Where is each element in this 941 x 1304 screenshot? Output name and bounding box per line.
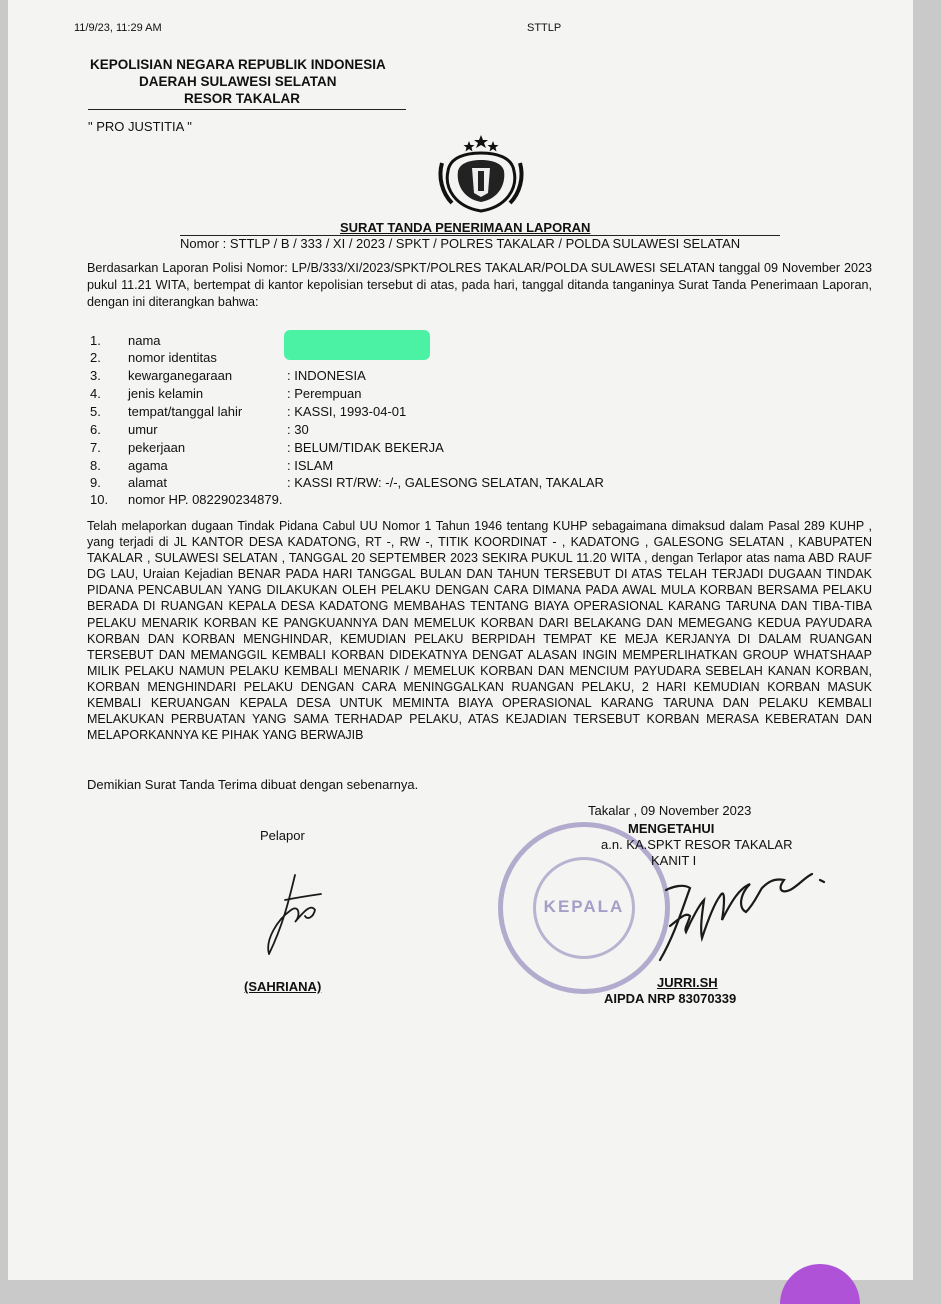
place-date: Takalar , 09 November 2023 [588,803,752,818]
field-row [90,368,690,386]
institution-line-1: KEPOLISIAN NEGARA REPUBLIK INDONESIA [90,57,386,72]
field-value: : Perempuan [287,386,362,401]
officer-acknowledge: MENGETAHUI [628,821,715,836]
field-number: 3. [90,368,101,383]
field-label: kewarganegaraan [128,368,233,383]
field-label: alamat [128,475,168,490]
field-label: nomor identitas [128,350,217,365]
field-number: 2. [90,350,101,365]
field-value: : KASSI, 1993-04-01 [287,404,407,419]
field-number: 7. [90,440,101,455]
field-label: nomor HP. 082290234879. [128,492,283,507]
field-number: 9. [90,475,101,490]
field-number: 10. [90,492,109,507]
closing-statement: Demikian Surat Tanda Terima dibuat dengan sebenarnya. [87,777,419,792]
reporter-role: Pelapor [260,828,305,843]
officer-title: a.n. KA.SPKT RESOR TAKALAR [601,837,793,852]
officer-name: JURRI.SH [657,975,718,990]
print-doc-code: STTLP [527,22,562,34]
field-label: jenis kelamin [128,386,204,401]
field-value: : BELUM/TIDAK BEKERJA [287,440,444,455]
field-value: : 30 [287,422,309,437]
reporter-signature-icon [255,870,330,960]
field-row [90,458,690,476]
field-label: tempat/tanggal lahir [128,404,243,419]
print-datetime: 11/9/23, 11:29 AM [74,22,162,34]
pro-justitia: " PRO JUSTITIA " [88,119,192,134]
field-row [90,404,690,422]
field-value: : ISLAM [287,458,334,473]
redaction-highlight [284,330,430,360]
field-value: : INDONESIA [287,368,366,383]
field-number: 4. [90,386,101,401]
document-number: Nomor : STTLP / B / 333 / XI / 2023 / SPKT / POLRES TAKALAR / POLDA SULAWESI SELATAN [180,236,741,251]
police-emblem-icon [436,133,526,215]
field-row [90,422,690,440]
institution-line-2: DAERAH SULAWESI SELATAN [139,74,337,89]
field-value: : KASSI RT/RW: -/-, GALESONG SELATAN, TAKALAR [287,475,604,490]
institution-line-3: RESOR TAKALAR [184,91,300,106]
reporter-name: (SAHRIANA) [244,979,322,994]
field-number: 6. [90,422,101,437]
field-row [90,386,690,404]
report-body-paragraph: Telah melaporkan dugaan Tindak Pidana Cabul UU Nomor 1 Tahun 1946 tentang KUHP sebagaimana dimaksud dalam Pasal 289 KUHP , yang terjadi di JL KANTOR DESA KADATONG, RT -, RW -, TITIK KOORDINAT - , KADATONG , GALESONG SELATAN , KABUPATEN TAKALAR , SULAWESI SELATAN , TANGGAL 20 SEPTEMBER 2023 SEKIRA PUKUL 11.20 WITA , dengan Terlapor atas nama ABD RAUF DG LAU, Uraian Kejadian BENAR PADA HARI TANGGAL BULAN DAN TAHUN TERSEBUT DI ATAS TELAH TERJADI DUGAAN TINDAK PIDANA PENCABULAN YANG DILAKUKAN OLEH PELAKU DENGAN CARA DIMANA PADA AWAL MULA KORBAN BERSAMA PELAKU BERADA DI RUANGAN KEPALA DESA KADATONG MEMBAHAS TENTANG BIAYA OPERASIONAL KARANG TARUNA DAN TIBA-TIBA PELAKU MENARIK KORBAN KE PANGKUANNYA DAN MEMELUK KORBAN DARI BELAKANG DAN MEMEGANG KEDUA PAYUDARA KORBAN DAN KORBAN MENGHINDAR, KEMUDIAN PELAKU BERPIDAH TEMPAT KE MEJA KERJANYA DI DALAM RUANGAN TERSEBUT DAN MEMANGGIL KEMBALI KORBAN DIDEKATNYA DENGAT ALASAN INGIN MEMPERLIHATKAN GROUP WHATSHAAP MILIK PELAKU NAMUN PELAKU KEMBALI MENARIK / MEMELUK KORBAN DAN MENCIUM PAYUDARA SEBELAH KANAN KORBAN, KORBAN MENGHINDARI PELAKU DENGAN CARA MENINGGALKAN RUANGAN PELAKU, 2 HARI KEMUDIAN KORBAN MASUK KEMBALI KERUANGAN KEPALA DESA UNTUK MEMINTA BIAYA OPERASIONAL KARANG TARUNA DAN PELAKU KEMBALI MELAKUKAN PERBUATAN YANG SAMA TERHADAP PELAKU, ATAS KEJADIAN TERSEBUT KORBAN MERASA KEBERATAN DAN MELAPORKANNYA KE PIHAK YANG BERWAJIB [87,519,872,743]
field-row [90,440,690,458]
institution-underline [88,109,406,110]
field-row [90,475,690,493]
field-row [90,492,690,510]
field-label: pekerjaan [128,440,186,455]
field-number: 8. [90,458,101,473]
field-number: 5. [90,404,101,419]
officer-rank-nrp: AIPDA NRP 83070339 [604,991,737,1006]
intro-paragraph: Berdasarkan Laporan Polisi Nomor: LP/B/333/XI/2023/SPKT/POLRES TAKALAR/POLDA SULAWESI SELATAN tanggal 09 November 2023 pukul 11.21 WITA, bertempat di kantor kepolisian tersebut di atas, pada hari, tanggal ditanda tanganinya Surat Tanda Penerimaan Laporan, dengan ini diterangkan bahwa: [87,261,872,309]
stamp-center-text: KEPALA [543,897,625,916]
field-number: 1. [90,333,101,348]
field-label: agama [128,458,168,473]
field-label: umur [128,422,158,437]
officer-signature-icon [640,860,840,970]
document-title: SURAT TANDA PENERIMAAN LAPORAN [340,220,591,235]
officer-unit: KANIT I [651,853,697,868]
field-label: nama [128,333,161,348]
